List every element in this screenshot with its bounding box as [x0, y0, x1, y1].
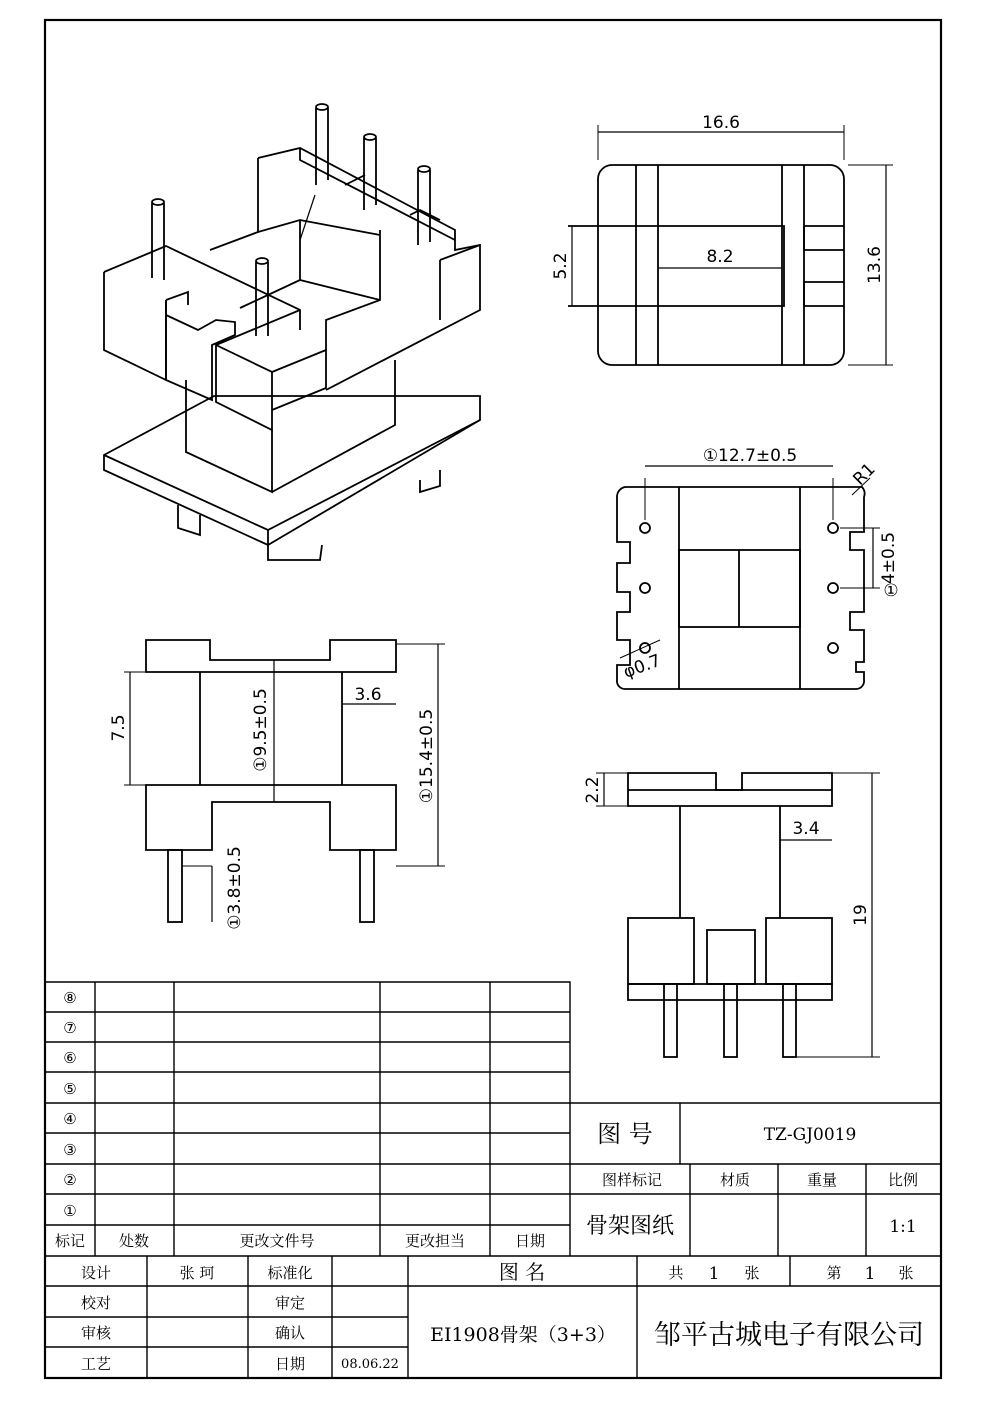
dim-front-core-height: ①9.5±0.5 [251, 688, 271, 772]
dim-front-pin-length: ①3.8±0.5 [225, 846, 245, 930]
sheet-total: 1 [708, 1264, 720, 1284]
scale-value: 1:1 [889, 1217, 917, 1237]
dim-pin-span: ①12.7±0.5 [702, 446, 798, 466]
revision-mark: ④ [63, 1110, 77, 1128]
sheet-no: 1 [864, 1264, 876, 1284]
part-name: EI1908骨架（3+3） [430, 1324, 616, 1346]
process-label: 工艺 [80, 1355, 112, 1373]
sample-mark-label: 图样标记 [601, 1171, 663, 1189]
revision-mark: ⑥ [63, 1049, 77, 1067]
dim-side-total-height: 19 [851, 904, 871, 926]
dim-hole: φ0.7 [620, 650, 664, 683]
drawing-no: TZ-GJ0019 [763, 1125, 857, 1145]
drawing-type: 骨架图纸 [585, 1214, 675, 1239]
designer-name: 张 珂 [179, 1264, 215, 1282]
review-label: 审定 [274, 1294, 306, 1312]
confirm-label: 确认 [274, 1324, 306, 1342]
dim-pin-pitch-mark: ① [883, 581, 899, 601]
dim-top-width: 16.6 [702, 113, 740, 133]
drawing-no-label: 图 号 [597, 1120, 653, 1148]
weight-label: 重量 [806, 1171, 838, 1189]
revision-mark: ⑦ [63, 1019, 77, 1037]
name-label: 图 名 [498, 1260, 546, 1284]
dim-radius: R1 [849, 459, 880, 490]
sheet-total-label: 共 [668, 1264, 684, 1282]
audit-label: 审核 [80, 1324, 112, 1342]
design-label: 设计 [80, 1264, 112, 1282]
revision-mark: ③ [63, 1141, 77, 1159]
date-label: 日期 [274, 1355, 306, 1373]
revision-mark: ② [63, 1171, 77, 1189]
dim-front-total-height: ①15.4±0.5 [417, 708, 437, 804]
standard-label: 标准化 [267, 1264, 313, 1282]
dim-pin-pitch: 4±0.5 [879, 531, 899, 585]
sheet-unit-2: 张 [898, 1264, 914, 1282]
material-label: 材质 [719, 1171, 751, 1189]
revision-mark: ⑤ [63, 1080, 77, 1098]
sheet-no-label: 第 [826, 1264, 842, 1282]
revision-header: 更改文件号 [239, 1232, 315, 1250]
date-value: 08.06.22 [341, 1357, 399, 1372]
revision-header: 日期 [514, 1232, 546, 1250]
revision-header: 标记 [54, 1232, 86, 1250]
revision-header: 更改担当 [404, 1232, 466, 1250]
dim-top-height: 13.6 [865, 246, 885, 284]
revision-mark: ⑧ [63, 989, 77, 1007]
dim-top-slot: 5.2 [551, 252, 571, 280]
dim-front-step: 3.6 [354, 685, 382, 705]
scale-label: 比例 [887, 1171, 919, 1189]
revision-mark: ① [63, 1202, 77, 1220]
dim-side-step: 3.4 [792, 819, 820, 839]
dim-top-core: 8.2 [706, 247, 734, 267]
company-name: 邹平古城电子有限公司 [654, 1320, 924, 1351]
check-label: 校对 [80, 1294, 112, 1312]
revision-header: 处数 [118, 1232, 150, 1250]
sheet-unit: 张 [744, 1264, 760, 1282]
dim-front-upper: 7.5 [109, 714, 129, 742]
dim-side-flange: 2.2 [583, 776, 603, 804]
